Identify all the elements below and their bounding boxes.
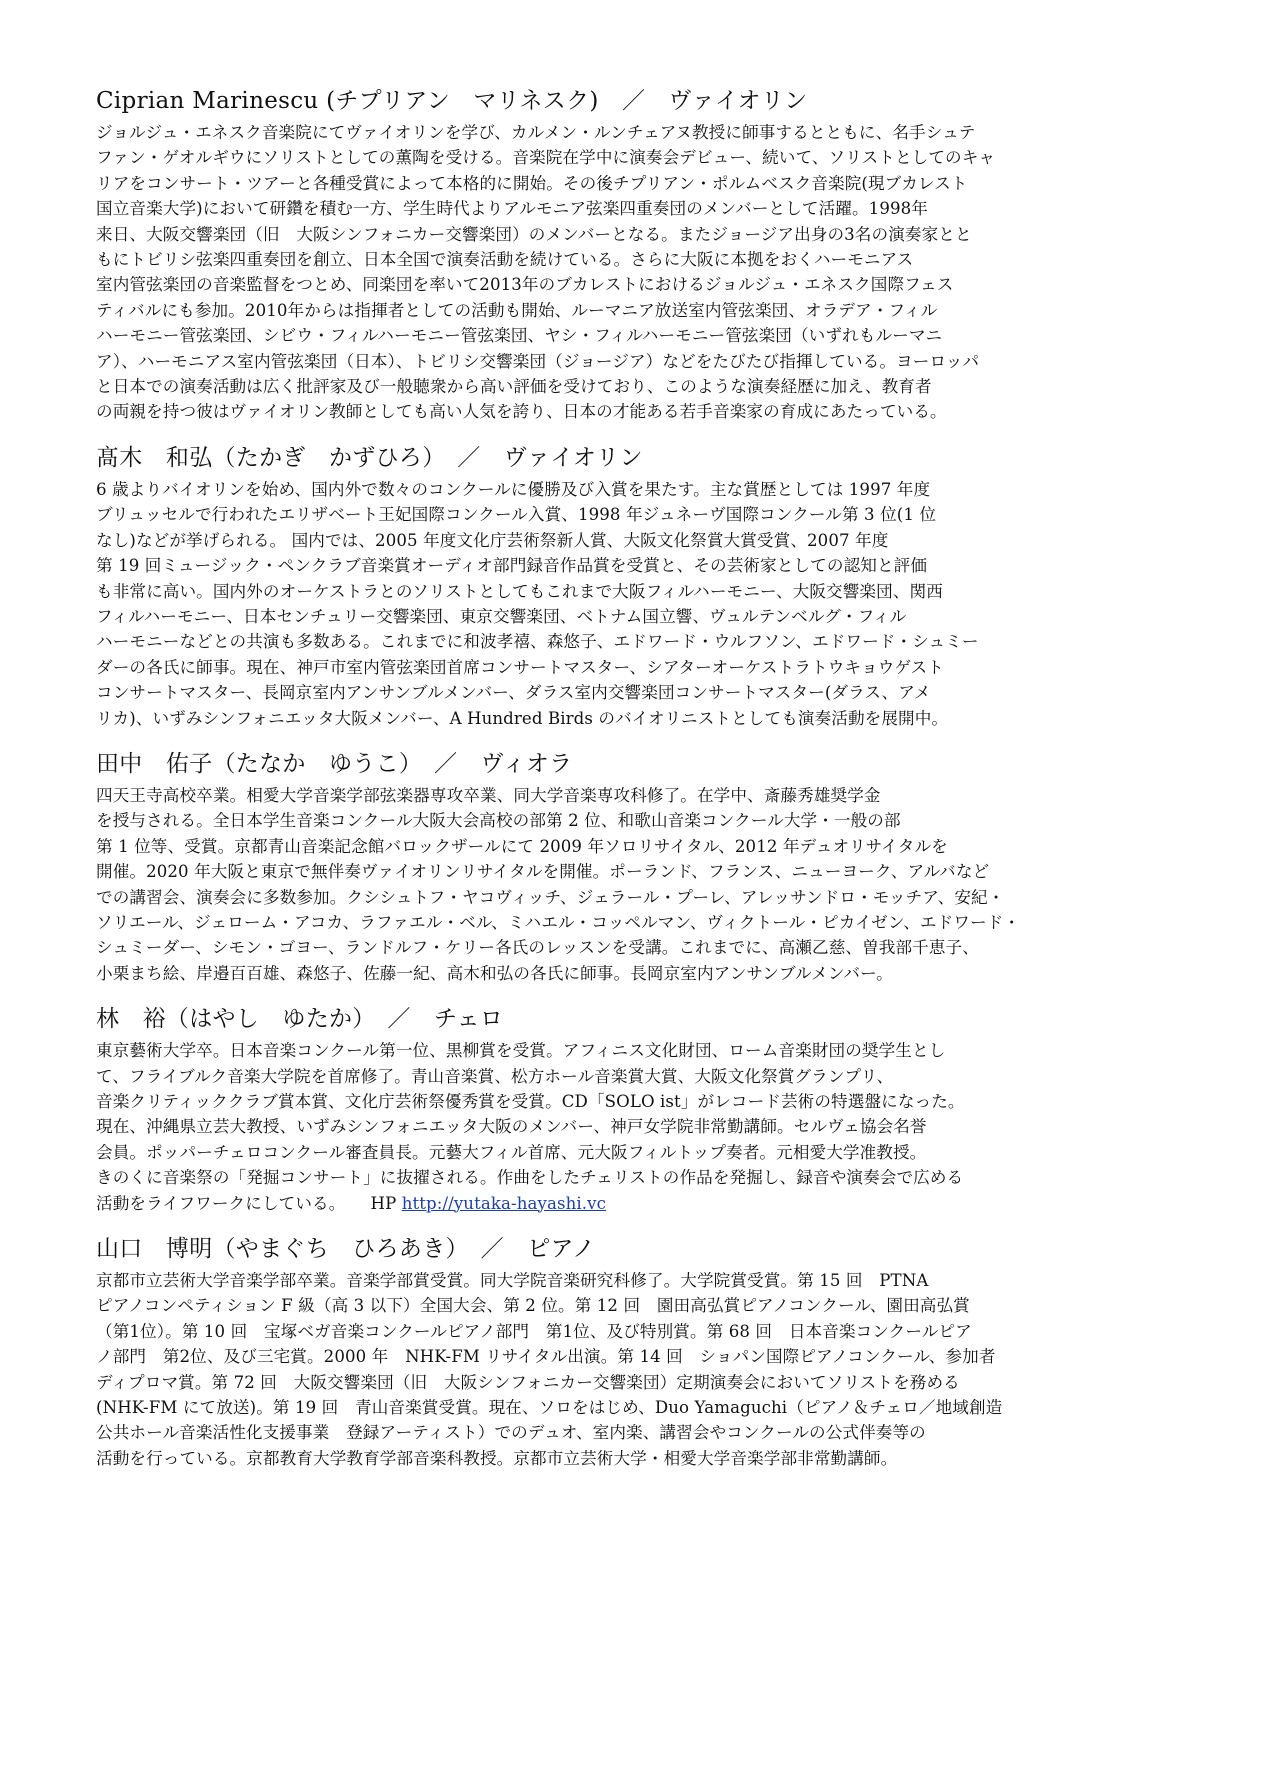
- bio-body: [96, 1268, 1235, 1471]
- bio-line: 第 1 位等、受賞。京都青山音楽記念館バロックザールにて 2009 年ソロリサイタル、2012 年デュオリサイタルを: [96, 836, 948, 856]
- bio-line: ソリエール、ジェローム・アコカ、ラファエル・ベル、ミハエル・コッペルマン、ヴィクトール・ピカイゼン、エドワード・: [96, 912, 1021, 932]
- bio-tanaka: [96, 747, 1235, 986]
- bio-line: 国立音楽大学)において研鑽を積む一方、学生時代よりアルモニア弦楽四重奏団のメンバーとして活躍。1998年: [96, 199, 928, 219]
- bio-line: （第1位）。第 10 回 宝塚ベガ音楽コンクールピアノ部門 第1位、及び特別賞。第 68 回 日本音楽コンクールピア: [96, 1321, 972, 1341]
- bio-line: 公共ホール音楽活性化支援事業 登録アーティスト）でのデュオ、室内楽、講習会やコンクールの公式伴奏等の: [96, 1423, 926, 1443]
- bio-line: (NHK-FM にて放送)。第 19 回 青山音楽賞受賞。現在、ソロをはじめ、Duo Yamaguchi（ピアノ＆チェロ／地域創造: [96, 1398, 1003, 1418]
- bio-line: 音楽クリティッククラブ賞本賞、文化庁芸術祭優秀賞を受賞。CD「SOLO ist」がレコード芸術の特選盤になった。: [96, 1092, 965, 1111]
- bio-line: 室内管弦楽団の音楽監督をつとめ、同楽団を率いて2013年のブカレストにおけるジョルジュ・エネスク国際フェス: [96, 275, 954, 295]
- bio-line: ブリュッセルで行われたエリザベート王妃国際コンクール入賞、1998 年ジュネーヴ国際コンクール第 3 位(1 位: [96, 505, 937, 525]
- bio-line: きのくに音楽祭の「発掘コンサート」に抜擢される。作曲をしたチェリストの作品を発掘し、録音や演奏会で広める: [96, 1168, 964, 1188]
- bio-line: 京都市立芸術大学音楽学部卒業。音楽学部賞受賞。同大学院音楽研究科修了。大学院賞受賞。第 15 回 PTNA: [96, 1271, 929, 1291]
- bio-line: シュミーダー、シモン・ゴヨー、ランドルフ・ケリー各氏のレッスンを受講。これまでに、高瀬乙慈、曽我部千恵子、: [96, 938, 979, 958]
- homepage-link[interactable]: http://yutaka-hayashi.vc: [401, 1193, 607, 1213]
- bio-line: て、フライブルク音楽大学院を首席修了。青山音楽賞、松方ホール音楽賞大賞、大阪文化祭賞グランプリ、: [96, 1066, 894, 1086]
- bio-line: ハーモニー管弦楽団、シビウ・フィルハーモニー管弦楽団、ヤシ・フィルハーモニー管弦楽団（いずれもルーマニ: [96, 326, 943, 346]
- bio-takagi: [96, 441, 1235, 731]
- bio-line-with-link: [96, 1191, 1235, 1216]
- bio-line: の両親を持つ彼はヴァイオリン教師としても高い人気を誇り、日本の才能ある若手音楽家の育成にあたっている。: [96, 402, 947, 422]
- bio-line: ハーモニーなどとの共演も多数ある。これまでに和波孝禧、森悠子、エドワード・ウルフソン、エドワード・シュミー: [96, 632, 979, 652]
- bio-line: 活動を行っている。京都教育大学教育学部音楽科教授。京都市立芸術大学・相愛大学音楽学部非常勤講師。: [96, 1448, 898, 1468]
- bio-heading: 髙木 和弘（たかぎ かずひろ） ／ ヴァイオリン: [96, 444, 643, 471]
- bio-line: 現在、沖縄県立芸大教授、いずみシンフォニエッタ大阪のメンバー、神戸女学院非常勤講師。セルヴェ協会名誉: [96, 1117, 927, 1137]
- bio-yamaguchi: [96, 1232, 1235, 1471]
- bio-line: ティバルにも参加。2010年からは指揮者としての活動も開始、ルーマニア放送室内管弦楽団、オラデア・フィル: [96, 300, 938, 320]
- bio-line: 第 19 回ミュージック・ペンクラブ音楽賞オーディオ部門録音作品賞を受賞と、その芸術家としての認知と評価: [96, 556, 928, 576]
- bio-line: なし)などが挙げられる。 国内では、2005 年度文化庁芸術祭新人賞、大阪文化祭賞大賞受賞、2007 年度: [96, 530, 889, 550]
- bio-heading: Ciprian Marinescu (チプリアン マリネスク) ／ ヴァイオリン: [96, 88, 808, 114]
- bio-line: ダーの各氏に師事。現在、神戸市室内管弦楽団首席コンサートマスター、シアターオーケストラトウキョウゲスト: [96, 657, 944, 677]
- bio-line: ノ部門 第2位、及び三宅賞。2000 年 NHK-FM リサイタル出演。第 14 回 ショパン国際ピアノコンクール、参加者: [96, 1347, 996, 1367]
- bio-hayashi: [96, 1002, 1235, 1216]
- bio-line: と日本での演奏活動は広く批評家及び一般聴衆から高い評価を受けており、このような演奏経歴に加え、教育者: [96, 377, 932, 397]
- bio-line: 会員。ポッパーチェロコンクール審査員長。元藝大フィル首席、元大阪フィルトップ奏者。元相愛大学准教授。: [96, 1142, 927, 1162]
- bio-heading: 田中 佑子（たなか ゆうこ） ／ ヴィオラ: [96, 750, 573, 777]
- bio-line: ジョルジュ・エネスク音楽院にてヴァイオリンを学び、カルメン・ルンチェアヌ教授に師事するとともに、名手シュテ: [96, 123, 976, 142]
- bio-line: 来日、大阪交響楽団（旧 大阪シンフォニカー交響楽団）のメンバーとなる。またジョージア出身の3名の演奏家とと: [96, 224, 972, 244]
- bio-body: [96, 120, 1235, 425]
- bio-line: コンサートマスター、長岡京室内アンサンブルメンバー、ダラス室内交響楽団コンサートマスター(ダラス、アメ: [96, 683, 931, 703]
- bio-line: ピアノコンペティション F 級（高 3 以下）全国大会、第 2 位。第 12 回 園田高弘賞ピアノコンクール、園田高弘賞: [96, 1296, 970, 1316]
- bio-line: 6 歳よりバイオリンを始め、国内外で数々のコンクールに優勝及び入賞を果たす。主な賞歴としては 1997 年度: [96, 479, 931, 499]
- bio-heading: 林 裕（はやし ゆたか） ／ チェロ: [96, 1006, 504, 1033]
- bio-line: ア）、ハーモニアス室内管弦楽団（日本）、トビリシ交響楽団（ジョージア）などをたびたび指揮している。ヨーロッパ: [96, 351, 980, 371]
- bio-line: を授与される。全日本学生音楽コンクール大阪大会高校の部第 2 位、和歌山音楽コンクール大学・一般の部: [96, 811, 901, 831]
- bio-line: 開催。2020 年大阪と東京で無伴奏ヴァイオリンリサイタルを開催。ポーランド、フランス、ニューヨーク、アルバなど: [96, 862, 990, 882]
- bio-line: フィルハーモニー、日本センチュリー交響楽団、東京交響楽団、ベトナム国立響、ヴュルテンベルグ・フィル: [96, 606, 907, 626]
- bio-line: 四天王寺高校卒業。相愛大学音楽学部弦楽器専攻卒業、同大学音楽専攻科修了。在学中、斎藤秀雄奨学金: [96, 785, 881, 805]
- bio-line: 小栗まち絵、岸邉百百雄、森悠子、佐藤一紀、高木和弘の各氏に師事。長岡京室内アンサンブルメンバー。: [96, 963, 893, 983]
- bio-body: [96, 477, 1235, 731]
- bio-heading: 山口 博明（やまぐち ひろあき） ／ ピアノ: [96, 1236, 596, 1263]
- bio-line: リカ)、いずみシンフォニエッタ大阪メンバー、A Hundred Birds のバイオリニストとしても演奏活動を展開中。: [96, 708, 949, 728]
- bio-line-text: 活動をライフワークにしている。 HP: [96, 1193, 402, 1213]
- bio-line: ディプロマ賞。第 72 回 大阪交響楽団（旧 大阪シンフォニカー交響楽団）定期演奏会においてソリストを務める: [96, 1372, 960, 1392]
- bio-marinescu: [96, 84, 1235, 425]
- bio-body: [96, 1038, 1235, 1216]
- bio-line: もにトビリシ弦楽四重奏団を創立、日本全国で演奏活動を続けている。さらに大阪に本拠をおくハーモニアス: [96, 250, 914, 270]
- bio-body: [96, 783, 1235, 986]
- bio-line: リアをコンサート・ツアーと各種受賞によって本格的に開始。その後チプリアン・ポルムベスク音楽院(現ブカレスト: [96, 173, 968, 193]
- bio-line: も非常に高い。国内外のオーケストラとのソリストとしてもこれまで大阪フィルハーモニー、大阪交響楽団、関西: [96, 581, 943, 601]
- bio-line: での講習会、演奏会に多数参加。クシシュトフ・ヤコヴィッチ、ジェラール・プーレ、アレッサンドロ・モッチア、安紀・: [96, 887, 1005, 907]
- bio-line: 東京藝術大学卒。日本音楽コンクール第一位、黒柳賞を受賞。アフィニス文化財団、ローム音楽財団の奨学生とし: [96, 1041, 946, 1061]
- bio-line: ファン・ゲオルギウにソリストとしての薫陶を受ける。音楽院在学中に演奏会デビュー、続いて、ソリストとしてのキャ: [96, 148, 996, 168]
